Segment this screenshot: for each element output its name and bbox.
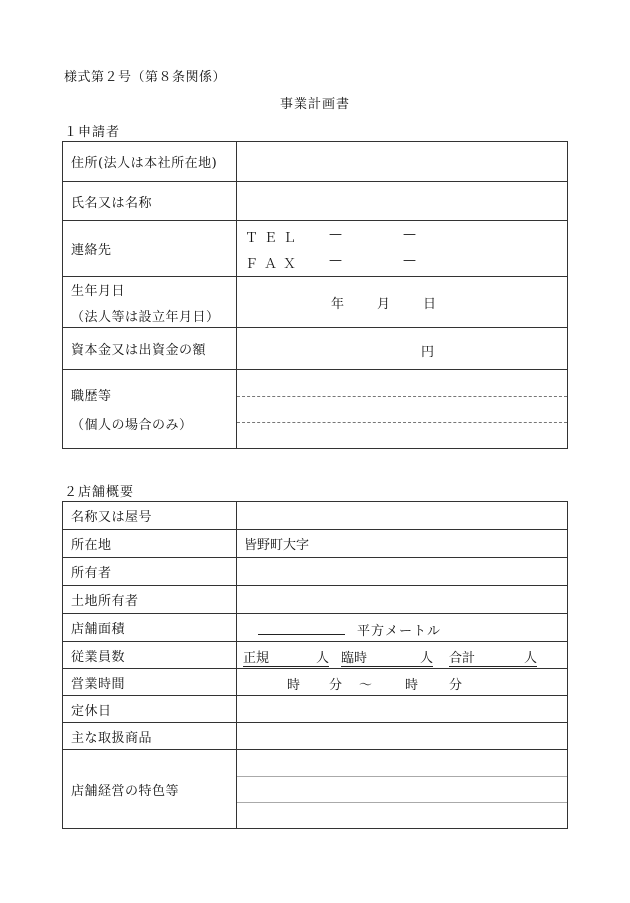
features-line-1	[237, 776, 567, 777]
regular-person-unit: 人	[315, 651, 329, 666]
tel-dash-2: —	[403, 227, 416, 242]
hours-tilde: ～	[359, 678, 373, 693]
form-number-label: 様式第２号（第８条関係）	[64, 70, 227, 85]
fax-dash-2: —	[403, 253, 416, 268]
address-field[interactable]	[237, 142, 568, 182]
land-owner-field[interactable]	[237, 586, 568, 614]
area-label: 店舗面積	[63, 614, 237, 642]
total-label: 合計	[449, 651, 476, 666]
birth-row	[63, 277, 568, 328]
location-field[interactable]	[237, 530, 568, 558]
temporary-person-unit: 人	[419, 651, 433, 666]
open-minute-unit: 分	[329, 678, 343, 693]
products-field[interactable]	[237, 723, 568, 750]
store-name-label: 名称又は屋号	[63, 502, 237, 530]
capital-yen-unit: 円	[421, 345, 435, 360]
temporary-staff-group	[341, 647, 433, 667]
staff-label: 従業員数	[63, 642, 237, 669]
total-person-unit: 人	[523, 651, 537, 666]
regular-staff-group	[243, 647, 329, 667]
address-label: 住所(法人は本社所在地)	[63, 142, 237, 182]
document-title: 事業計画書	[279, 97, 350, 112]
total-staff-group	[449, 647, 537, 667]
career-dotted-line-2	[237, 422, 567, 423]
career-label-line1: 職歴等	[71, 389, 112, 404]
store-name-row	[63, 502, 568, 530]
name-field[interactable]	[237, 182, 568, 221]
career-label	[63, 370, 237, 449]
products-row	[63, 723, 568, 750]
capital-row	[63, 328, 568, 370]
features-field[interactable]	[237, 750, 568, 829]
regular-label: 正規	[243, 651, 270, 666]
applicant-section-heading: １申請者	[64, 125, 121, 140]
contact-label: 連絡先	[63, 221, 237, 277]
hours-row	[63, 669, 568, 696]
location-row	[63, 530, 568, 558]
staff-row	[63, 642, 568, 669]
name-label: 氏名又は名称	[63, 182, 237, 221]
tel-dash-1: —	[329, 227, 342, 242]
location-prefix: 皆野町大字	[244, 538, 310, 553]
area-field[interactable]	[237, 614, 568, 642]
location-label: 所在地	[63, 530, 237, 558]
staff-field[interactable]	[237, 642, 568, 669]
name-row	[63, 182, 568, 221]
address-row	[63, 142, 568, 182]
birth-field[interactable]	[237, 277, 568, 328]
holiday-label: 定休日	[63, 696, 237, 723]
hours-label: 営業時間	[63, 669, 237, 696]
owner-label: 所有者	[63, 558, 237, 586]
tel-label: ＴＥＬ	[245, 231, 303, 246]
features-label: 店舗経営の特色等	[63, 750, 237, 829]
close-minute-unit: 分	[449, 678, 463, 693]
owner-field[interactable]	[237, 558, 568, 586]
owner-row	[63, 558, 568, 586]
contact-row	[63, 221, 568, 277]
store-table	[62, 501, 568, 829]
contact-field[interactable]	[237, 221, 568, 277]
products-label: 主な取扱商品	[63, 723, 237, 750]
career-row	[63, 370, 568, 449]
features-row	[63, 750, 568, 829]
holiday-field[interactable]	[237, 696, 568, 723]
land-owner-label: 土地所有者	[63, 586, 237, 614]
close-hour-unit: 時	[405, 678, 419, 693]
capital-label: 資本金又は出資金の額	[63, 328, 237, 370]
capital-field[interactable]	[237, 328, 568, 370]
birth-label-line2: （法人等は設立年月日）	[71, 309, 220, 325]
open-hour-unit: 時	[287, 678, 301, 693]
birth-day-unit: 日	[423, 297, 437, 312]
area-row	[63, 614, 568, 642]
area-unit: 平方メートル	[357, 624, 442, 639]
temporary-label: 臨時	[341, 651, 368, 666]
fax-dash-1: —	[329, 253, 342, 268]
features-line-2	[237, 802, 567, 803]
area-underline	[258, 634, 345, 635]
birth-month-unit: 月	[377, 297, 391, 312]
hours-field[interactable]	[237, 669, 568, 696]
career-dotted-line-1	[237, 396, 567, 397]
land-owner-row	[63, 586, 568, 614]
birth-year-unit: 年	[331, 297, 345, 312]
store-name-field[interactable]	[237, 502, 568, 530]
birth-label	[63, 277, 237, 328]
fax-label: ＦＡＸ	[245, 257, 303, 272]
birth-label-line1: 生年月日	[71, 283, 126, 299]
applicant-table	[62, 141, 568, 449]
store-section-heading: ２店舗概要	[64, 485, 135, 500]
career-field[interactable]	[237, 370, 568, 449]
holiday-row	[63, 696, 568, 723]
career-label-line2: （個人の場合のみ）	[71, 418, 193, 433]
